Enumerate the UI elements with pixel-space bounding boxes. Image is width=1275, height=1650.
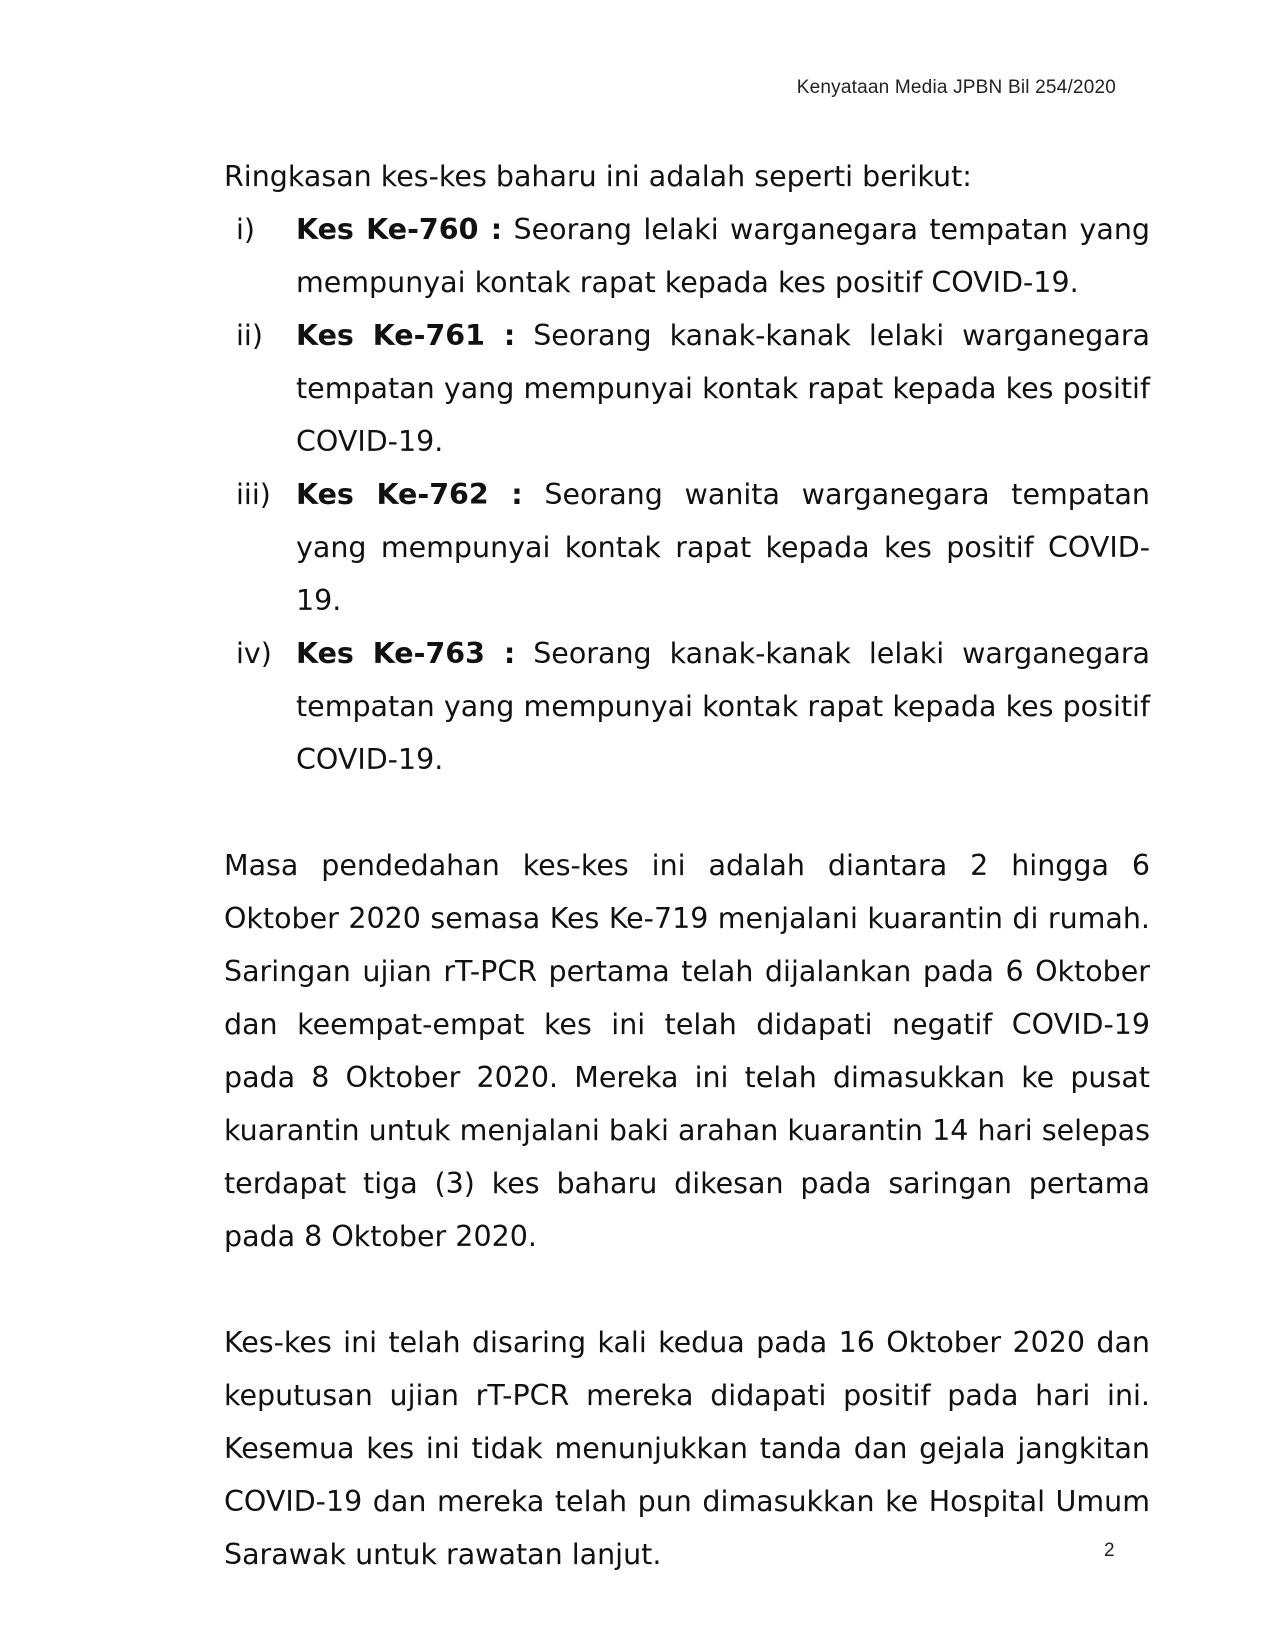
document-header: Kenyataan Media JPBN Bil 254/2020 <box>796 77 1116 98</box>
case-number: ii) <box>236 319 263 352</box>
case-text: Seorang lelaki warganegara tempatan yang mempunyai kontak rapat kepada kes positif COVID-19. <box>296 213 1150 299</box>
case-number: iv) <box>236 637 272 670</box>
case-item-763 <box>224 627 1150 786</box>
case-number: iii) <box>236 478 271 511</box>
case-text: Seorang kanak-kanak lelaki warganegara tempatan yang mempunyai kontak rapat kepada kes positif COVID-19. <box>296 637 1151 776</box>
case-item-760 <box>224 203 1150 309</box>
case-item-761 <box>224 309 1150 468</box>
case-description <box>296 627 1150 786</box>
intro-sentence: Ringkasan kes-kes baharu ini adalah seperti berikut: <box>224 160 972 193</box>
case-label: Kes Ke-760 : <box>296 213 503 246</box>
case-text: Seorang wanita warganegara tempatan yang mempunyai kontak rapat kepada kes positif COVID-19. <box>296 478 1150 617</box>
case-label: Kes Ke-761 : <box>296 319 516 352</box>
result-paragraph: Kes-kes ini telah disaring kali kedua pada 16 Oktober 2020 dan keputusan ujian rT-PCR mereka didapati positif pada hari ini. Kesemua kes ini tidak menunjukkan tanda dan gejala jangkitan COVID-19 dan mereka telah pun dimasukkan ke Hospital Umum Sarawak untuk rawatan lanjut. <box>224 1326 1150 1571</box>
case-label: Kes Ke-763 : <box>296 637 516 670</box>
case-item-762 <box>224 468 1150 627</box>
case-text: Seorang kanak-kanak lelaki warganegara tempatan yang mempunyai kontak rapat kepada kes positif COVID-19. <box>296 319 1151 458</box>
case-list <box>224 203 1150 786</box>
case-number: i) <box>236 213 256 246</box>
case-description <box>296 468 1150 627</box>
case-description <box>296 309 1150 468</box>
page-number: 2 <box>1104 1540 1115 1561</box>
document-body <box>224 150 1150 1581</box>
exposure-paragraph: Masa pendedahan kes-kes ini adalah diantara 2 hingga 6 Oktober 2020 semasa Kes Ke-719 menjalani kuarantin di rumah. Saringan ujian rT-PCR pertama telah dijalankan pada 6 Oktober dan keempat-empat kes ini telah didapati negatif COVID-19 pada 8 Oktober 2020. Mereka ini telah dimasukkan ke pusat kuarantin untuk menjalani baki arahan kuarantin 14 hari selepas terdapat tiga (3) kes baharu dikesan pada saringan pertama pada 8 Oktober 2020. <box>224 849 1150 1253</box>
case-label: Kes Ke-762 : <box>296 478 523 511</box>
case-description <box>296 203 1150 309</box>
